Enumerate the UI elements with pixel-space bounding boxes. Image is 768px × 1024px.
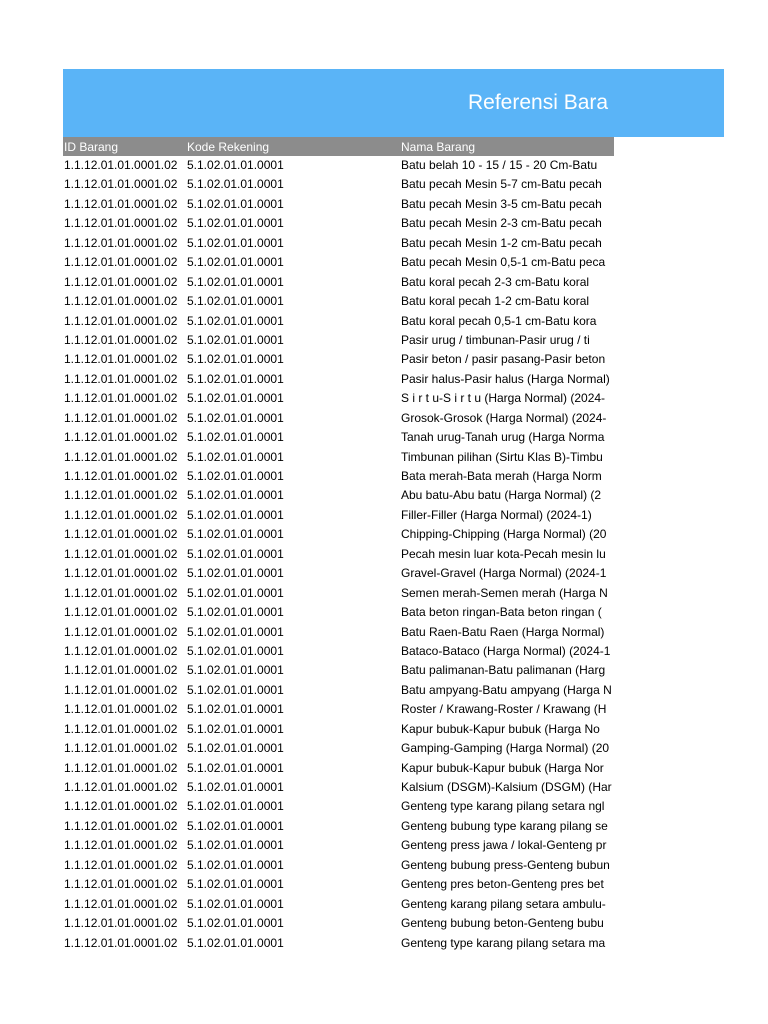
cell-kode-rekening[interactable]: 5.1.02.01.01.0001 bbox=[187, 449, 284, 464]
cell-kode-rekening[interactable]: 5.1.02.01.01.0001 bbox=[187, 255, 284, 270]
table-body bbox=[63, 156, 614, 953]
cell-nama-barang[interactable]: Gamping-Gamping (Harga Normal) (20 bbox=[401, 741, 610, 756]
cell-nama-barang[interactable]: Batu Raen-Batu Raen (Harga Normal) bbox=[401, 624, 605, 639]
cell-id-barang[interactable]: 1.1.12.01.01.0001.02 bbox=[64, 605, 178, 620]
cell-kode-rekening[interactable]: 5.1.02.01.01.0001 bbox=[187, 877, 284, 892]
cell-id-barang[interactable]: 1.1.12.01.01.0001.02 bbox=[64, 799, 178, 814]
cell-kode-rekening[interactable]: 5.1.02.01.01.0001 bbox=[187, 702, 284, 717]
cell-kode-rekening[interactable]: 5.1.02.01.01.0001 bbox=[187, 235, 284, 250]
table-row[interactable] bbox=[63, 914, 614, 933]
table-row[interactable] bbox=[63, 895, 614, 914]
cell-kode-rekening[interactable]: 5.1.02.01.01.0001 bbox=[187, 799, 284, 814]
cell-id-barang[interactable]: 1.1.12.01.01.0001.02 bbox=[64, 585, 178, 600]
table-row[interactable] bbox=[63, 175, 614, 194]
column-header-kode-rekening[interactable]: Kode Rekening bbox=[187, 140, 270, 154]
reference-table bbox=[63, 137, 614, 953]
cell-kode-rekening[interactable]: 5.1.02.01.01.0001 bbox=[187, 721, 284, 736]
cell-kode-rekening[interactable]: 5.1.02.01.01.0001 bbox=[187, 158, 284, 172]
cell-nama-barang[interactable]: Semen merah-Semen merah (Harga N bbox=[401, 585, 608, 600]
cell-kode-rekening[interactable]: 5.1.02.01.01.0001 bbox=[187, 294, 284, 309]
cell-nama-barang[interactable]: Batu koral pecah 2-3 cm-Batu koral bbox=[401, 274, 590, 289]
cell-kode-rekening[interactable]: 5.1.02.01.01.0001 bbox=[187, 896, 284, 911]
cell-nama-barang[interactable]: Gravel-Gravel (Harga Normal) (2024-1 bbox=[401, 566, 607, 581]
cell-nama-barang[interactable]: Genteng type karang pilang setara ngl bbox=[401, 799, 605, 814]
table-row[interactable] bbox=[63, 234, 614, 253]
table-row[interactable] bbox=[63, 370, 614, 389]
cell-nama-barang[interactable]: Genteng bubung press-Genteng bubun bbox=[401, 857, 610, 872]
cell-kode-rekening[interactable]: 5.1.02.01.01.0001 bbox=[187, 566, 284, 581]
cell-id-barang[interactable]: 1.1.12.01.01.0001.02 bbox=[64, 410, 178, 425]
cell-id-barang[interactable]: 1.1.12.01.01.0001.02 bbox=[64, 702, 178, 717]
cell-id-barang[interactable]: 1.1.12.01.01.0001.02 bbox=[64, 838, 178, 853]
table-row[interactable] bbox=[63, 292, 614, 311]
cell-kode-rekening[interactable]: 5.1.02.01.01.0001 bbox=[187, 643, 284, 658]
table-row[interactable] bbox=[63, 525, 614, 544]
cell-id-barang[interactable]: 1.1.12.01.01.0001.02 bbox=[64, 527, 178, 542]
cell-nama-barang[interactable]: Batu ampyang-Batu ampyang (Harga N bbox=[401, 682, 612, 697]
table-row[interactable] bbox=[63, 720, 614, 739]
title-banner bbox=[63, 69, 724, 137]
cell-kode-rekening[interactable]: 5.1.02.01.01.0001 bbox=[187, 605, 284, 620]
table-row[interactable] bbox=[63, 467, 614, 486]
cell-id-barang[interactable]: 1.1.12.01.01.0001.02 bbox=[64, 430, 178, 445]
cell-id-barang[interactable]: 1.1.12.01.01.0001.02 bbox=[64, 216, 178, 231]
cell-id-barang[interactable]: 1.1.12.01.01.0001.02 bbox=[64, 935, 178, 950]
cell-nama-barang[interactable]: Batu pecah Mesin 1-2 cm-Batu pecah bbox=[401, 235, 602, 250]
cell-id-barang[interactable]: 1.1.12.01.01.0001.02 bbox=[64, 274, 178, 289]
cell-id-barang[interactable]: 1.1.12.01.01.0001.02 bbox=[64, 352, 178, 367]
cell-id-barang[interactable]: 1.1.12.01.01.0001.02 bbox=[64, 507, 178, 522]
cell-id-barang[interactable]: 1.1.12.01.01.0001.02 bbox=[64, 488, 178, 503]
cell-nama-barang[interactable]: Pecah mesin luar kota-Pecah mesin lu bbox=[401, 546, 606, 561]
cell-nama-barang[interactable]: Kalsium (DSGM)-Kalsium (DSGM) (Har bbox=[401, 780, 612, 794]
cell-kode-rekening[interactable]: 5.1.02.01.01.0001 bbox=[187, 196, 284, 211]
cell-kode-rekening[interactable]: 5.1.02.01.01.0001 bbox=[187, 760, 284, 775]
cell-kode-rekening[interactable]: 5.1.02.01.01.0001 bbox=[187, 177, 284, 192]
cell-nama-barang[interactable]: Batu pecah Mesin 3-5 cm-Batu pecah bbox=[401, 196, 602, 211]
cell-id-barang[interactable]: 1.1.12.01.01.0001.02 bbox=[64, 196, 178, 211]
table-row[interactable] bbox=[63, 350, 614, 369]
cell-id-barang[interactable]: 1.1.12.01.01.0001.02 bbox=[64, 721, 178, 736]
table-row[interactable] bbox=[63, 506, 614, 525]
cell-kode-rekening[interactable]: 5.1.02.01.01.0001 bbox=[187, 527, 284, 542]
table-row[interactable] bbox=[63, 428, 614, 447]
cell-nama-barang[interactable]: Roster / Krawang-Roster / Krawang (H bbox=[401, 702, 607, 717]
table-row[interactable] bbox=[63, 875, 614, 894]
cell-kode-rekening[interactable]: 5.1.02.01.01.0001 bbox=[187, 391, 284, 406]
cell-kode-rekening[interactable]: 5.1.02.01.01.0001 bbox=[187, 332, 284, 347]
cell-nama-barang[interactable]: Chipping-Chipping (Harga Normal) (20 bbox=[401, 527, 607, 542]
cell-id-barang[interactable]: 1.1.12.01.01.0001.02 bbox=[64, 682, 178, 697]
cell-nama-barang[interactable]: Batu pecah Mesin 0,5-1 cm-Batu peca bbox=[401, 255, 606, 270]
table-row[interactable] bbox=[63, 739, 614, 758]
cell-nama-barang[interactable]: Pasir halus-Pasir halus (Harga Normal) bbox=[401, 371, 610, 386]
cell-id-barang[interactable]: 1.1.12.01.01.0001.02 bbox=[64, 294, 178, 309]
cell-kode-rekening[interactable]: 5.1.02.01.01.0001 bbox=[187, 838, 284, 853]
table-row[interactable] bbox=[63, 564, 614, 583]
cell-nama-barang[interactable]: Genteng bubung beton-Genteng bubu bbox=[401, 916, 604, 931]
cell-kode-rekening[interactable]: 5.1.02.01.01.0001 bbox=[187, 780, 284, 794]
cell-nama-barang[interactable]: Bata merah-Bata merah (Harga Norm bbox=[401, 469, 602, 483]
cell-kode-rekening[interactable]: 5.1.02.01.01.0001 bbox=[187, 371, 284, 386]
table-row[interactable] bbox=[63, 681, 614, 700]
cell-nama-barang[interactable]: Batu koral pecah 1-2 cm-Batu koral bbox=[401, 294, 590, 309]
cell-nama-barang[interactable]: Batu pecah Mesin 5-7 cm-Batu pecah bbox=[401, 177, 602, 192]
table-row[interactable] bbox=[63, 817, 614, 836]
table-row[interactable] bbox=[63, 331, 614, 350]
cell-id-barang[interactable]: 1.1.12.01.01.0001.02 bbox=[64, 877, 178, 892]
cell-nama-barang[interactable]: Pasir beton / pasir pasang-Pasir beton bbox=[401, 352, 606, 367]
cell-nama-barang[interactable]: Bata beton ringan-Bata beton ringan ( bbox=[401, 605, 602, 620]
table-row[interactable] bbox=[63, 603, 614, 622]
cell-id-barang[interactable]: 1.1.12.01.01.0001.02 bbox=[64, 566, 178, 581]
cell-nama-barang[interactable]: Abu batu-Abu batu (Harga Normal) (2 bbox=[401, 488, 602, 503]
table-row[interactable] bbox=[63, 195, 614, 214]
cell-id-barang[interactable]: 1.1.12.01.01.0001.02 bbox=[64, 741, 178, 756]
cell-id-barang[interactable]: 1.1.12.01.01.0001.02 bbox=[64, 896, 178, 911]
cell-kode-rekening[interactable]: 5.1.02.01.01.0001 bbox=[187, 682, 284, 697]
cell-nama-barang[interactable]: Timbunan pilihan (Sirtu Klas B)-Timbu bbox=[401, 449, 603, 464]
table-row[interactable] bbox=[63, 584, 614, 603]
cell-kode-rekening[interactable]: 5.1.02.01.01.0001 bbox=[187, 507, 284, 522]
cell-kode-rekening[interactable]: 5.1.02.01.01.0001 bbox=[187, 216, 284, 231]
page-title: Referensi Bara bbox=[468, 91, 609, 114]
cell-nama-barang[interactable]: Batu belah 10 - 15 / 15 - 20 Cm-Batu bbox=[401, 158, 598, 172]
cell-nama-barang[interactable]: Genteng bubung type karang pilang se bbox=[401, 818, 608, 833]
cell-id-barang[interactable]: 1.1.12.01.01.0001.02 bbox=[64, 449, 178, 464]
cell-kode-rekening[interactable]: 5.1.02.01.01.0001 bbox=[187, 488, 284, 503]
table-header-row bbox=[63, 137, 614, 156]
cell-id-barang[interactable]: 1.1.12.01.01.0001.02 bbox=[64, 663, 178, 678]
cell-id-barang[interactable]: 1.1.12.01.01.0001.02 bbox=[64, 158, 178, 172]
cell-kode-rekening[interactable]: 5.1.02.01.01.0001 bbox=[187, 430, 284, 445]
cell-id-barang[interactable]: 1.1.12.01.01.0001.02 bbox=[64, 780, 178, 794]
cell-nama-barang[interactable]: Bataco-Bataco (Harga Normal) (2024-1 bbox=[401, 643, 611, 658]
table-row[interactable] bbox=[63, 759, 614, 778]
cell-kode-rekening[interactable]: 5.1.02.01.01.0001 bbox=[187, 741, 284, 756]
cell-kode-rekening[interactable]: 5.1.02.01.01.0001 bbox=[187, 410, 284, 425]
cell-id-barang[interactable]: 1.1.12.01.01.0001.02 bbox=[64, 818, 178, 833]
cell-kode-rekening[interactable]: 5.1.02.01.01.0001 bbox=[187, 546, 284, 561]
cell-id-barang[interactable]: 1.1.12.01.01.0001.02 bbox=[64, 255, 178, 270]
cell-nama-barang[interactable]: Genteng pres beton-Genteng pres bet bbox=[401, 877, 604, 892]
cell-id-barang[interactable]: 1.1.12.01.01.0001.02 bbox=[64, 313, 178, 328]
cell-id-barang[interactable]: 1.1.12.01.01.0001.02 bbox=[64, 469, 178, 483]
cell-nama-barang[interactable]: Batu koral pecah 0,5-1 cm-Batu kora bbox=[401, 313, 597, 328]
table-row[interactable] bbox=[63, 797, 614, 816]
table-row[interactable] bbox=[63, 389, 614, 408]
table-row[interactable] bbox=[63, 934, 614, 953]
cell-kode-rekening[interactable]: 5.1.02.01.01.0001 bbox=[187, 624, 284, 639]
cell-id-barang[interactable]: 1.1.12.01.01.0001.02 bbox=[64, 371, 178, 386]
cell-kode-rekening[interactable]: 5.1.02.01.01.0001 bbox=[187, 857, 284, 872]
cell-kode-rekening[interactable]: 5.1.02.01.01.0001 bbox=[187, 352, 284, 367]
cell-id-barang[interactable]: 1.1.12.01.01.0001.02 bbox=[64, 760, 178, 775]
cell-nama-barang[interactable]: Genteng press jawa / lokal-Genteng pr bbox=[401, 838, 607, 853]
table-row[interactable] bbox=[63, 409, 614, 428]
cell-id-barang[interactable]: 1.1.12.01.01.0001.02 bbox=[64, 643, 178, 658]
cell-kode-rekening[interactable]: 5.1.02.01.01.0001 bbox=[187, 663, 284, 678]
cell-kode-rekening[interactable]: 5.1.02.01.01.0001 bbox=[187, 313, 284, 328]
cell-nama-barang[interactable]: Pasir urug / timbunan-Pasir urug / ti bbox=[401, 332, 590, 347]
table-row[interactable] bbox=[63, 856, 614, 875]
cell-kode-rekening[interactable]: 5.1.02.01.01.0001 bbox=[187, 935, 284, 950]
cell-nama-barang[interactable]: Kapur bubuk-Kapur bubuk (Harga No bbox=[401, 721, 600, 736]
table-row[interactable] bbox=[63, 273, 614, 292]
table-row[interactable] bbox=[63, 312, 614, 331]
cell-nama-barang[interactable]: Tanah urug-Tanah urug (Harga Norma bbox=[401, 430, 605, 445]
table-row[interactable] bbox=[63, 156, 614, 175]
cell-nama-barang[interactable]: Kapur bubuk-Kapur bubuk (Harga Nor bbox=[401, 760, 604, 775]
cell-kode-rekening[interactable]: 5.1.02.01.01.0001 bbox=[187, 274, 284, 289]
cell-nama-barang[interactable]: Genteng type karang pilang setara ma bbox=[401, 935, 606, 950]
cell-nama-barang[interactable]: Batu palimanan-Batu palimanan (Harg bbox=[401, 663, 606, 678]
table-row[interactable] bbox=[63, 545, 614, 564]
cell-kode-rekening[interactable]: 5.1.02.01.01.0001 bbox=[187, 585, 284, 600]
table-row[interactable] bbox=[63, 836, 614, 855]
cell-id-barang[interactable]: 1.1.12.01.01.0001.02 bbox=[64, 916, 178, 931]
cell-kode-rekening[interactable]: 5.1.02.01.01.0001 bbox=[187, 916, 284, 931]
cell-nama-barang[interactable]: Filler-Filler (Harga Normal) (2024-1) bbox=[401, 507, 592, 522]
cell-id-barang[interactable]: 1.1.12.01.01.0001.02 bbox=[64, 177, 178, 192]
cell-nama-barang[interactable]: Batu pecah Mesin 2-3 cm-Batu pecah bbox=[401, 216, 602, 231]
table-row[interactable] bbox=[63, 448, 614, 467]
cell-id-barang[interactable]: 1.1.12.01.01.0001.02 bbox=[64, 624, 178, 639]
cell-nama-barang[interactable]: Genteng karang pilang setara ambulu- bbox=[401, 896, 606, 911]
cell-id-barang[interactable]: 1.1.12.01.01.0001.02 bbox=[64, 857, 178, 872]
cell-kode-rekening[interactable]: 5.1.02.01.01.0001 bbox=[187, 469, 284, 483]
cell-kode-rekening[interactable]: 5.1.02.01.01.0001 bbox=[187, 818, 284, 833]
table-row[interactable] bbox=[63, 642, 614, 661]
column-header-id-barang[interactable]: ID Barang bbox=[64, 140, 119, 154]
table-row[interactable] bbox=[63, 778, 614, 797]
cell-id-barang[interactable]: 1.1.12.01.01.0001.02 bbox=[64, 235, 178, 250]
cell-id-barang[interactable]: 1.1.12.01.01.0001.02 bbox=[64, 332, 178, 347]
table-row[interactable] bbox=[63, 623, 614, 642]
cell-nama-barang[interactable]: S i r t u-S i r t u (Harga Normal) (2024- bbox=[401, 391, 606, 406]
table-row[interactable] bbox=[63, 700, 614, 719]
cell-id-barang[interactable]: 1.1.12.01.01.0001.02 bbox=[64, 391, 178, 406]
table-row[interactable] bbox=[63, 253, 614, 272]
cell-nama-barang[interactable]: Grosok-Grosok (Harga Normal) (2024- bbox=[401, 410, 607, 425]
column-header-nama-barang[interactable]: Nama Barang bbox=[401, 140, 476, 154]
table-row[interactable] bbox=[63, 214, 614, 233]
table-row[interactable] bbox=[63, 486, 614, 505]
cell-id-barang[interactable]: 1.1.12.01.01.0001.02 bbox=[64, 546, 178, 561]
table-row[interactable] bbox=[63, 661, 614, 680]
